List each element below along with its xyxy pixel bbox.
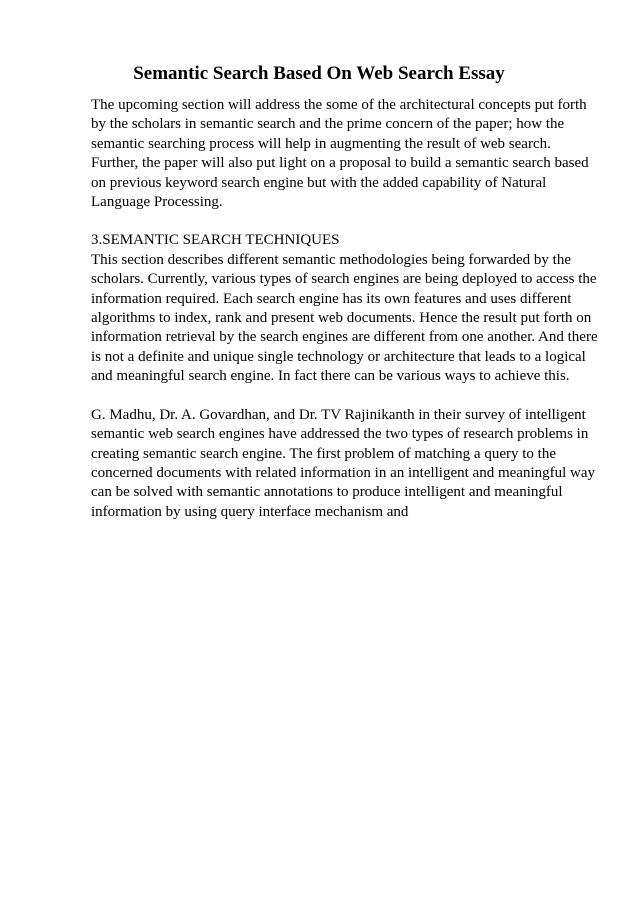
paragraph-spacer xyxy=(91,387,591,406)
text-line: The upcoming section will address the some of the architectural concepts put forth xyxy=(91,97,587,113)
text-line: semantic web search engines have addressed the two types of research problems in xyxy=(91,426,589,443)
text-line: information retrieval by the search engines are different from one another. And there xyxy=(91,329,598,346)
text-line: information required. Each search engine has its own features and uses different xyxy=(91,290,572,307)
text-line: scholars. Currently, various types of search engines are being deployed to access the xyxy=(91,271,597,288)
text-line: can be solved with semantic annotations to produce intelligent and meaningful xyxy=(91,484,563,501)
text-line: concerned documents with related information in an intelligent and meaningful way xyxy=(91,464,596,481)
paragraph-spacer xyxy=(91,212,591,231)
text-line: Further, the paper will also put light on a proposal to build a semantic search based xyxy=(91,155,589,172)
paragraph-techniques xyxy=(91,231,598,386)
text-line: on previous keyword search engine but with the added capability of Natural xyxy=(91,174,547,191)
text-line: information by using query interface mechanism and xyxy=(91,503,409,520)
text-line: G. Madhu, Dr. A. Govardhan, and Dr. TV Rajinikanth in their survey of intelligent xyxy=(91,406,586,423)
paragraph-survey xyxy=(91,406,596,522)
text-line: creating semantic search engine. The first problem of matching a query to the xyxy=(91,445,556,462)
section-heading: 3.SEMANTIC SEARCH TECHNIQUES xyxy=(91,232,340,249)
document-title: Semantic Search Based On Web Search Essay xyxy=(133,63,505,84)
text-line: Language Processing. xyxy=(91,194,223,211)
text-line: This section describes different semantic methodologies being forwarded by the xyxy=(91,251,571,268)
text-line: is not a definite and unique single technology or architecture that leads to a logical xyxy=(91,348,586,365)
text-line: and meaningful search engine. In fact there can be various ways to achieve this. xyxy=(91,368,570,385)
text-line: semantic searching process will help in augmenting the result of web search. xyxy=(91,135,551,152)
document-body xyxy=(91,96,598,522)
text-line: by the scholars in semantic search and the prime concern of the paper; how the xyxy=(91,116,565,133)
text-line: algorithms to index, rank and present web documents. Hence the result put forth on xyxy=(91,310,592,327)
paragraph-intro xyxy=(91,96,591,212)
